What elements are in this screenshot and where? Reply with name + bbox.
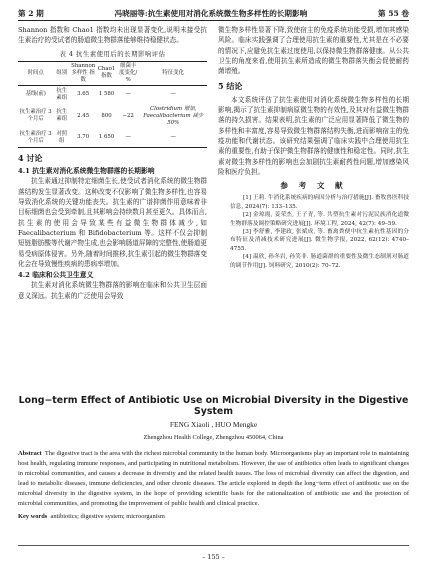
- table-cell: —: [139, 129, 207, 148]
- subsection-heading: 4.1 抗生素对消化系统微生物群落的长期影响: [18, 167, 155, 176]
- reference-item: [3] 李舒雅, 李建政, 张斌成, 等. 畜禽粪便中抗生素抗性基因的分布特征及消减技术研究进展[J]. 微生物学报, 2022, 62(12): 4740–4755.: [230, 229, 409, 252]
- table-cell: 2.45: [77, 112, 90, 119]
- table-cell: —: [125, 91, 131, 98]
- table-cell: 抗生 素组: [56, 87, 68, 101]
- reference-item: [1] 王莉. 牛消化系统疾病的病因分析与治疗措施[J]. 畜牧兽医科技信息, 2024(7): 133–135.: [230, 195, 410, 210]
- table-cell: 抗生素治疗 3 个月后: [19, 109, 52, 123]
- section-heading: 4 讨论: [18, 152, 43, 163]
- issue-number: 第 2 期: [18, 8, 44, 18]
- column-header: 组别: [53, 61, 70, 85]
- table-caption: 表 4 抗生素使用后的长期影响评估: [59, 49, 166, 58]
- table-cell: —: [170, 91, 176, 98]
- table-cell: 3.65: [77, 91, 90, 98]
- paragraph: 微生物多样性显著下降,致使宿主的免疫系统功能受损,增加其感染风险。临床实践强调了合理使用抗生素的重要性,尤其是在不必要的情况下,应避免抗生素过度使用,以保持微生物群落健康。从公共卫生的角度来看,使用抗生素所造成的微生物群落失衡会促使耐药菌增殖。: [218, 26, 409, 76]
- table-cell: 800: [101, 112, 112, 119]
- paragraph: 抗生素对消化系统微生物群落的影响在临床和公共卫生层面意义深远。抗生素的广泛使用会导致: [18, 281, 207, 300]
- column-header: Chao1 指数: [96, 61, 117, 85]
- footer-rule: [18, 545, 409, 546]
- reference-item: [2] 金琼霞, 姜荣杰, 王子青, 等. 共塑抗生素对污泥民族消化道微生物群落及调控策略研究进展[J]. 环境工程, 2024, 42(7): 49–59.: [230, 212, 409, 227]
- volume-number: 第 55 卷: [377, 8, 409, 18]
- table-cell: 抗生 素组: [56, 109, 68, 123]
- references-heading: 参 考 文 献: [280, 181, 347, 191]
- table-cell: 1 650: [96, 129, 117, 148]
- running-title: 冯晓丽等:抗生素使用对消化系统微生物多样性的长期影响: [114, 8, 308, 18]
- table-cell: —: [117, 129, 139, 148]
- column-header: 特征变化: [139, 61, 207, 85]
- left-column: [18, 25, 207, 301]
- reference-item: [4] 温欣, 孙冬岩, 孙笑非. 肠道菌群的重要性及微生态制剂对肠道的调节作用[J]. 饲料研究, 2010(2): 70–72.: [230, 254, 409, 269]
- keywords-label: Key words: [18, 513, 48, 520]
- paragraph: Shannon 指数和 Chao1 指数均未出现显著变化,说明未接受抗生素治疗的受试者的肠道微生物群落能够维持稳健状态。: [18, 26, 207, 45]
- page-number: – 155 –: [202, 553, 225, 561]
- right-column: [218, 25, 409, 270]
- abstract-label: Abstract: [18, 450, 42, 457]
- table-cell: 抗生素治疗 3 个月后: [18, 129, 53, 148]
- subsection-heading: 4.2 临床和公共卫生意义: [18, 271, 94, 280]
- english-title: Long−term Effect of Antibiotic Use on Microbial Diversity in the Digestive System: [18, 395, 409, 417]
- keywords-text: antibiotics; digestive system; microorganism: [50, 513, 165, 520]
- paragraph: 抗生素通过抑制特定细菌生长,使受试者消化系统的微生物群落结构发生显著改变。这种改变不仅影响了微生物多样性,也容易导致消化系统的关键功能丧失。抗生素的广谱抑菌作用意味着非目标细菌也会受到牵制,且其影响会持续数月甚至更久。具体而言,抗生素的使用会导致某些有益微生物群体减少,如 Faecalibacterium 和 Bifidobacterium 等。这样不仅会抑制短链脂肪酸等代谢产物生成,也会影响肠道屏障的完整性,使肠道更易受病原体侵害。另外,随着时间推移,抗生素引起的微生物群落变化会在导致慢性疾病的患病率增加。: [18, 177, 207, 268]
- column-header: 细菌丰 度变化/ %: [117, 61, 139, 85]
- english-abstract-block: [18, 395, 409, 520]
- table-cell: 1 580: [98, 91, 115, 98]
- table-row: [18, 104, 207, 129]
- table-row: [18, 85, 207, 104]
- table-cell: 对照 组: [53, 129, 70, 148]
- table-cell: Clostridium 增加, Faecalibacterium 减少 50%: [143, 105, 204, 126]
- english-affiliation: Zhengzhou Health College, Zhengzhou 450064, China: [143, 434, 284, 441]
- paragraph: 本文系统评估了抗生素使用对消化系统微生物多样性的长期影响,揭示了抗生素抑制病原微生物的有效性,及其对有益微生物群落的持久损害。结果表明,抗生素的广泛应用显著降低了微生物的多样性和丰富度,容易导致微生物群落结构失衡,进而影响宿主的免疫功能和代谢状态。该研究结果强调了临床实践中合理使用抗生素的重要性,有助于保护微生物群落的健康性和稳定性。同时,抗生素对微生物多样性的影响也会加剧抗生素耐药性问题,增加感染风险和医疗负担。: [218, 95, 409, 176]
- english-authors: FENG Xiaoli , HUO Mengke: [169, 420, 258, 429]
- table-cell: 基线(前): [25, 91, 46, 98]
- header-rule: [18, 20, 409, 21]
- running-header: [18, 6, 409, 20]
- table-header-row: [18, 61, 207, 85]
- table-row: [18, 129, 207, 148]
- table-cell: −22: [122, 112, 134, 119]
- table-cell: 3.70: [70, 129, 96, 148]
- section-heading: 5 结论: [218, 81, 243, 92]
- column-header: 时间点: [18, 61, 53, 85]
- english-abstract: [18, 449, 409, 509]
- column-header: Shannon 多样性 指数: [70, 61, 96, 85]
- abstract-text: The digestive tract is the area with the richest microbial community in the human body. Microorganisms play an important role in maintaining host health, regulating immune responses, and participating in nutritional metabolism. However, the use of antibiotics often leads to significant changes in microbial communities, and causes a decrease in diversity and the related health issues. The loss of microbial diversity can affect the digestion, and lead to metabolic diseases, immune deficiencies, and other chronic diseases. The article explored in depth the long−term effect of antibiotic use on the microbial diversity in the digestive system, in the hope of providing scientific basis for the rationalization of antibiotic use and the protection of microbial communities, and promoting the improvement of public health and clinical practice.: [18, 450, 409, 507]
- results-table: [18, 61, 207, 148]
- english-keywords: [18, 513, 409, 520]
